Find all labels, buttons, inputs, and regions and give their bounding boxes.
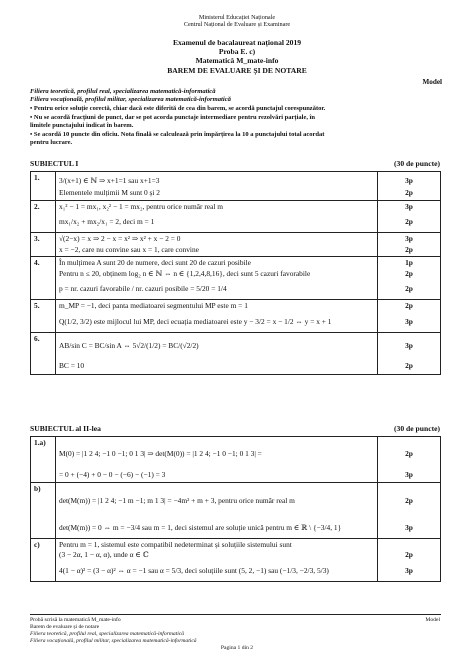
solution-line: BC = 10 [59, 360, 85, 370]
table-row [31, 233, 441, 257]
item-number: 1. [31, 172, 56, 201]
rule-3: • Se acordă 10 puncte din oficiu. Nota finală se calculează prin împărțirea la 10 a punctajului total acordat [30, 131, 325, 138]
table-row [31, 482, 441, 538]
subject1-points: (30 de puncte) [394, 159, 440, 168]
points-value: 2p [405, 268, 413, 278]
solution-line: det(M(m)) = 0 ⇔ m = −3/4 sau m = 1, deci sistemul are soluție unică pentru m ∈ ℝ \ {−3/4, 1} [59, 522, 342, 532]
table-row [31, 257, 441, 300]
solution-line: m_MP = −1, deci panta mediatoarei segmentului MP este m = 1 [59, 301, 248, 310]
footer-line-1: Probă scrisă la matematică M_mate-info [30, 617, 121, 623]
points-value: 2p [405, 188, 413, 197]
model-label: Model [422, 78, 442, 86]
solution-line: x = −2, care nu convine sau x = 1, care convine [59, 244, 199, 254]
item-number: c) [31, 538, 56, 581]
points-value: 2p [405, 449, 413, 458]
item-number: 6. [31, 332, 56, 374]
solution-line: mx₁/x₂ + mx₂/x₁ = 2, deci m = 1 [59, 217, 155, 226]
table-row [31, 538, 441, 581]
subject-title: Matematică M_mate-info [195, 56, 279, 65]
points-value [381, 540, 437, 551]
solution-line: det(M(m)) = |1 2 4; −1 m −1; m 1 3| = −4m² + m + 3, pentru orice număr real m [59, 495, 295, 505]
solution-line: Elementele mulțimii M sunt 0 și 2 [59, 188, 160, 197]
solution-line: Q(1/2, 3/2) este mijlocul lui MP, deci ecuația mediatoarei este y − 3/2 = x − 1/2 ⇔ y = x + 1 [59, 316, 332, 326]
solution-line: x₁² − 1 = mx₁, x₂² − 1 = mx₂, pentru orice număr real m [59, 201, 223, 211]
solution-line: În mulțimea A sunt 20 de numere, deci sunt 20 de cazuri posibile [59, 258, 251, 267]
rule-3-cont: pentru lucrare. [30, 139, 73, 146]
points-value: 2p [405, 495, 413, 505]
points-value: 3p [405, 522, 413, 532]
footer-divider [30, 614, 441, 615]
item-number: 1.a) [31, 437, 56, 483]
points-value: 3p [405, 565, 413, 575]
filiera-2: Filiera vocațională, profilul militar, specializarea matematică-informatică [30, 96, 231, 103]
solution-line: = 0 + (−4) + 0 − 0 − (−6) − (−1) = 3 [59, 470, 166, 479]
subject2-table [30, 436, 441, 582]
solution-line: (3 − 2α, 1 − α, α), unde α ∈ ℂ [59, 550, 149, 559]
points-value: 2p [405, 360, 413, 370]
subject1-table [30, 171, 441, 375]
rule-1: • Pentru orice soluție corectă, chiar dacă este diferită de cea din barem, se acordă punctajul corespunzător. [30, 105, 326, 112]
center-name: Centrul Național de Evaluare și Examinare [183, 21, 291, 28]
filiera-1: Filiera teoretică, profilul real, specializarea matematică-informatică [30, 88, 216, 95]
footer-line-4: Filiera vocațională, profilul militar, specializarea matematică-informatică [30, 638, 197, 644]
points-value: 3p [405, 340, 413, 350]
subject1-title: SUBIECTUL I [30, 159, 79, 168]
points-value: 2p [405, 217, 413, 226]
points-value: 2p [405, 550, 413, 559]
footer-model: Model [425, 617, 440, 623]
points-value: 2p [405, 244, 413, 254]
solution-line: √(2−x) = x ⇒ 2 − x = x² ⇒ x² + x − 2 = 0 [59, 234, 181, 243]
item-number: 4. [31, 257, 56, 300]
page-number: Pagina 1 din 2 [220, 645, 254, 651]
solution-line: p = nr. cazuri favorabile / nr. cazuri posibile = 5/20 = 1/4 [59, 284, 227, 293]
points-value: 3p [405, 234, 413, 243]
solution-line: 4(1 − α)² = (3 − α)² ⇔ α = −1 sau α = 5/3, deci soluțiile sunt (5, 2, −1) sau (−1/3, −2/3, 5/3) [59, 565, 329, 575]
barem-title: BAREM DE EVALUARE ȘI DE NOTARE [167, 66, 307, 75]
solution-line: AB/sin C = BC/sin A ⇔ 5√2/(1/2) = BC/(√2/2) [59, 340, 199, 350]
points-value: 2p [405, 301, 413, 310]
exam-title: Examenul de bacalaureat național 2019 [172, 38, 302, 47]
points-value: 2p [405, 284, 413, 293]
table-row [31, 437, 441, 483]
subject2-title: SUBIECTUL al II-lea [30, 424, 101, 433]
solution-line: Pentru n ≤ 20, obținem log₂ n ∈ ℕ ⇔ n ∈ {1,2,4,8,16}, deci sunt 5 cazuri favorabile [59, 268, 311, 278]
table-row [31, 300, 441, 333]
rule-2: • Nu se acordă fracțiuni de punct, dar se pot acorda punctaje intermediare pentru rezolvări parțiale, în [30, 114, 316, 121]
table-row [31, 200, 441, 233]
points-value: 3p [405, 201, 413, 211]
footer-line-2: Barem de evaluare și de notare [30, 624, 100, 630]
item-number: 3. [31, 233, 56, 257]
points-value: 3p [405, 176, 413, 185]
item-number: 5. [31, 300, 56, 333]
points-value: 1p [405, 258, 413, 267]
ministry-name: Ministerul Educației Naționale [198, 14, 276, 21]
rule-2-cont: limitele punctajului indicat în barem. [30, 122, 134, 129]
points-value: 3p [405, 316, 413, 326]
solution-line: Pentru m = 1, sistemul este compatibil nedeterminat și soluțiile sistemului sunt [59, 539, 292, 549]
item-number: 2. [31, 200, 56, 233]
solution-line: 3/(x+1) ∈ ℕ ⇒ x+1=1 sau x+1=3 [59, 176, 160, 185]
table-row [31, 172, 441, 201]
footer-line-3: Filiera teoretică, profilul real, specializarea matematică-informatică [30, 631, 185, 637]
solution-line: M(0) = |1 2 4; −1 0 −1; 0 1 3| ⇒ det(M(0)) = |1 2 4; −1 0 −1; 0 1 3| = [59, 449, 262, 458]
table-row [31, 332, 441, 374]
item-number: b) [31, 482, 56, 538]
points-value: 3p [405, 470, 413, 479]
subject2-points: (30 de puncte) [394, 424, 440, 433]
proba-title: Proba E. c) [218, 47, 256, 56]
